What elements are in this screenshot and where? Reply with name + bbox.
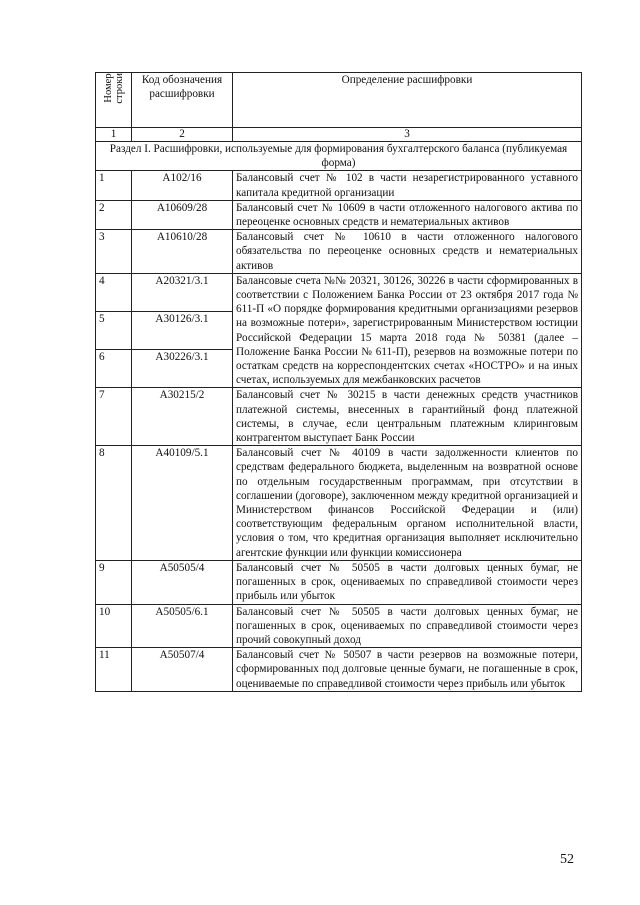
row-number: 2 — [96, 200, 132, 229]
row-code: А50505/6.1 — [132, 604, 233, 648]
row-code: А50505/4 — [132, 560, 233, 604]
table-row — [96, 200, 582, 229]
section-row — [96, 142, 582, 171]
row-code: А40109/5.1 — [132, 446, 233, 561]
column-number: 2 — [132, 128, 233, 142]
row-number: 8 — [96, 446, 132, 561]
row-code: А20321/3.1 — [132, 273, 233, 311]
row-definition: Балансовый счет № 10610 в части отложенного налогового обязательства по переоценке основных средств и нематериальных активов — [233, 230, 582, 274]
table-header-row — [96, 73, 582, 128]
row-number: 11 — [96, 648, 132, 692]
row-number: 10 — [96, 604, 132, 648]
section-title: Раздел I. Расшифровки, используемые для формирования бухгалтерского баланса (публикуемая форма) — [96, 142, 582, 171]
row-number: 5 — [96, 312, 132, 350]
row-number: 3 — [96, 230, 132, 274]
row-definition: Балансовый счет № 40109 в части задолженности клиентов по средствам федерального бюджета, выделенным на возвратной основе по отдельным государственным программам, при отсутствии в соглашении (договоре), заключенном между кредитной организацией и Министерством финансов Российской Федерации и (или) соответствующим федеральным органом исполнительной власти, условия о том, что кредитная организация выполняет исключительно агентские функции или функции комиссионера — [233, 446, 582, 561]
table-row — [96, 171, 582, 200]
row-definition: Балансовый счет № 50507 в части резервов на возможные потери, сформированных под долговые ценные бумаги, не погашенные в срок, оцениваемые по справедливой стоимости через прибыль или убыток — [233, 648, 582, 692]
table-row — [96, 560, 582, 604]
row-code: А30226/3.1 — [132, 350, 233, 388]
row-code: А10609/28 — [132, 200, 233, 229]
decoding-table — [95, 72, 582, 692]
row-number: 9 — [96, 560, 132, 604]
table-row — [96, 446, 582, 561]
row-definition-merged: Балансовые счета №№ 20321, 30126, 30226 в части сформированных в соответствии с Положением Банка России от 23 октября 2017 года № 611-П «О порядке формирования кредитными организациями резервов на возможные потери», зарегистрированным Министерством юстиции Российской Федерации 15 марта 2018 года № 50381 (далее – Положение Банка России № 611-П), резервов на возможные потери по остаткам средств на корреспондентских счетах «НОСТРО» и на иных счетах, используемых для межбанковских расчетов — [233, 273, 582, 388]
row-code: А102/16 — [132, 171, 233, 200]
table-row — [96, 648, 582, 692]
row-number: 7 — [96, 388, 132, 446]
row-definition: Балансовый счет № 50505 в части долговых ценных бумаг, не погашенных в срок, оцениваемых по справедливой стоимости через прочий совокупный доход — [233, 604, 582, 648]
row-code: А30215/2 — [132, 388, 233, 446]
row-definition: Балансовый счет № 30215 в части денежных средств участников платежной системы, внесенных в гарантийный фонд платежной системы, в случае, если центральным платежным клиринговым контрагентом выступает Банк России — [233, 388, 582, 446]
row-code: А10610/28 — [132, 230, 233, 274]
table-row — [96, 230, 582, 274]
header-row-number: Номер строки — [96, 73, 132, 128]
column-number-row — [96, 128, 582, 142]
row-code: А30126/3.1 — [132, 312, 233, 350]
table-row — [96, 273, 582, 311]
row-number: 4 — [96, 273, 132, 311]
row-definition: Балансовый счет № 102 в части незарегистрированного уставного капитала кредитной организации — [233, 171, 582, 200]
row-number: 1 — [96, 171, 132, 200]
page-number: 52 — [560, 852, 574, 867]
header-definition: Определение расшифровки — [233, 73, 582, 128]
table-row — [96, 604, 582, 648]
column-number: 3 — [233, 128, 582, 142]
row-definition: Балансовый счет № 50505 в части долговых ценных бумаг, не погашенных в срок, оцениваемых по справедливой стоимости через прибыль или убыток — [233, 560, 582, 604]
header-code: Код обозначения расшифровки — [132, 73, 233, 128]
column-number: 1 — [96, 128, 132, 142]
table-row — [96, 388, 582, 446]
row-number: 6 — [96, 350, 132, 388]
row-definition: Балансовый счет № 10609 в части отложенного налогового актива по переоценке основных средств и нематериальных активов — [233, 200, 582, 229]
row-code: А50507/4 — [132, 648, 233, 692]
